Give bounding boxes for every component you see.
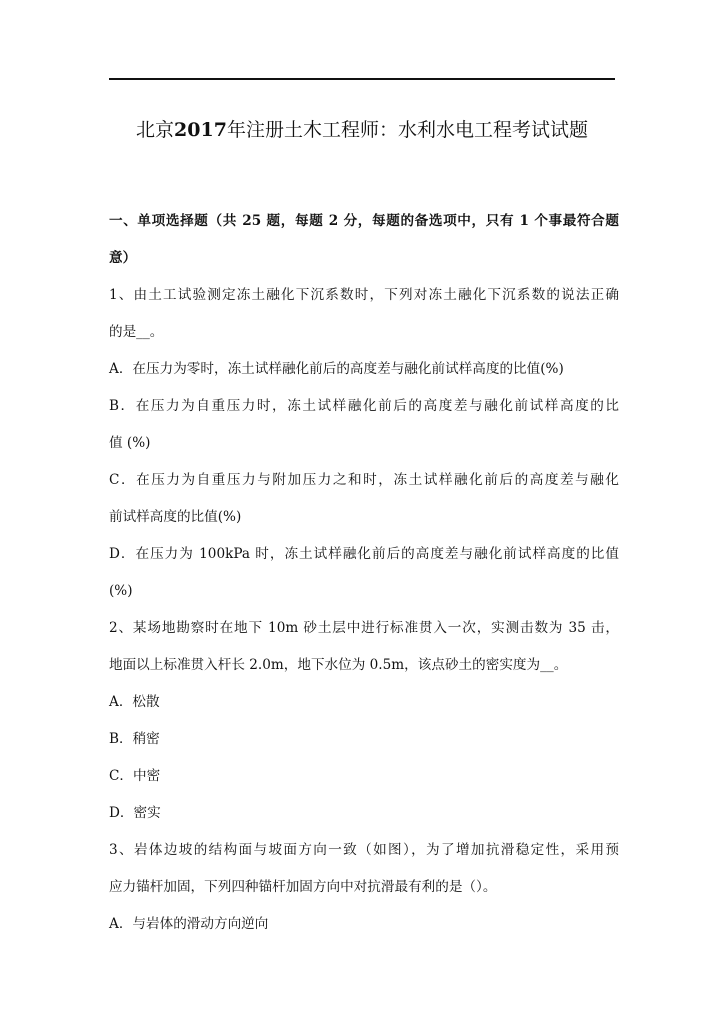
question-1-option-a: A．在压力为零时，冻土试样融化前后的高度差与融化前试样高度的比值(%) — [109, 361, 564, 377]
question-1-option-b-line-2: 值 (%) — [109, 435, 151, 451]
section-heading-line-1: 一、单项选择题（共 25 题，每题 2 分，每题的备选项中，只有 1 个事最符合题 — [109, 213, 619, 229]
question-2-option-a: A．松散 — [109, 694, 160, 710]
question-2-line-1: 2、某场地勘察时在地下 10m 砂土层中进行标准贯入一次，实测击数为 35 击， — [109, 620, 619, 636]
question-2-option-b: B．稍密 — [109, 731, 160, 747]
question-1-option-c-line-1: C．在压力为自重压力与附加压力之和时，冻土试样融化前后的高度差与融化 — [109, 472, 619, 488]
title-year: 2017 — [174, 119, 227, 141]
question-3-line-1: 3、岩体边坡的结构面与坡面方向一致（如图），为了增加抗滑稳定性，采用预 — [109, 842, 619, 858]
title-part1: 北京 — [136, 119, 175, 141]
question-3-line-2: 应力锚杆加固，下列四种锚杆加固方向中对抗滑最有利的是（）。 — [109, 879, 497, 895]
question-1-line-2: 的是__。 — [109, 324, 164, 340]
document-title — [0, 117, 724, 143]
question-1-option-c-line-2: 前试样高度的比值(%) — [109, 509, 242, 525]
question-2-option-c: C．中密 — [109, 768, 161, 784]
question-3-option-a: A．与岩体的滑动方向逆向 — [109, 916, 269, 932]
header-rule — [109, 78, 615, 80]
question-1-line-1: 1、由土工试验测定冻土融化下沉系数时，下列对冻土融化下沉系数的说法正确 — [109, 287, 619, 303]
question-2-option-d: D．密实 — [109, 805, 161, 821]
question-1-option-d-line-2: (%) — [109, 583, 133, 599]
question-1-option-d-line-1: D．在压力为 100kPa 时，冻土试样融化前后的高度差与融化前试样高度的比值 — [109, 546, 619, 562]
title-part2: 年注册土木工程师：水利水电工程考试试题 — [226, 119, 588, 141]
question-1-option-b-line-1: B．在压力为自重压力时，冻土试样融化前后的高度差与融化前试样高度的比 — [109, 398, 619, 414]
section-heading-line-2: 意） — [109, 250, 137, 266]
question-2-line-2: 地面以上标准贯入杆长 2.0m，地下水位为 0.5m，该点砂土的密实度为__。 — [109, 657, 568, 673]
